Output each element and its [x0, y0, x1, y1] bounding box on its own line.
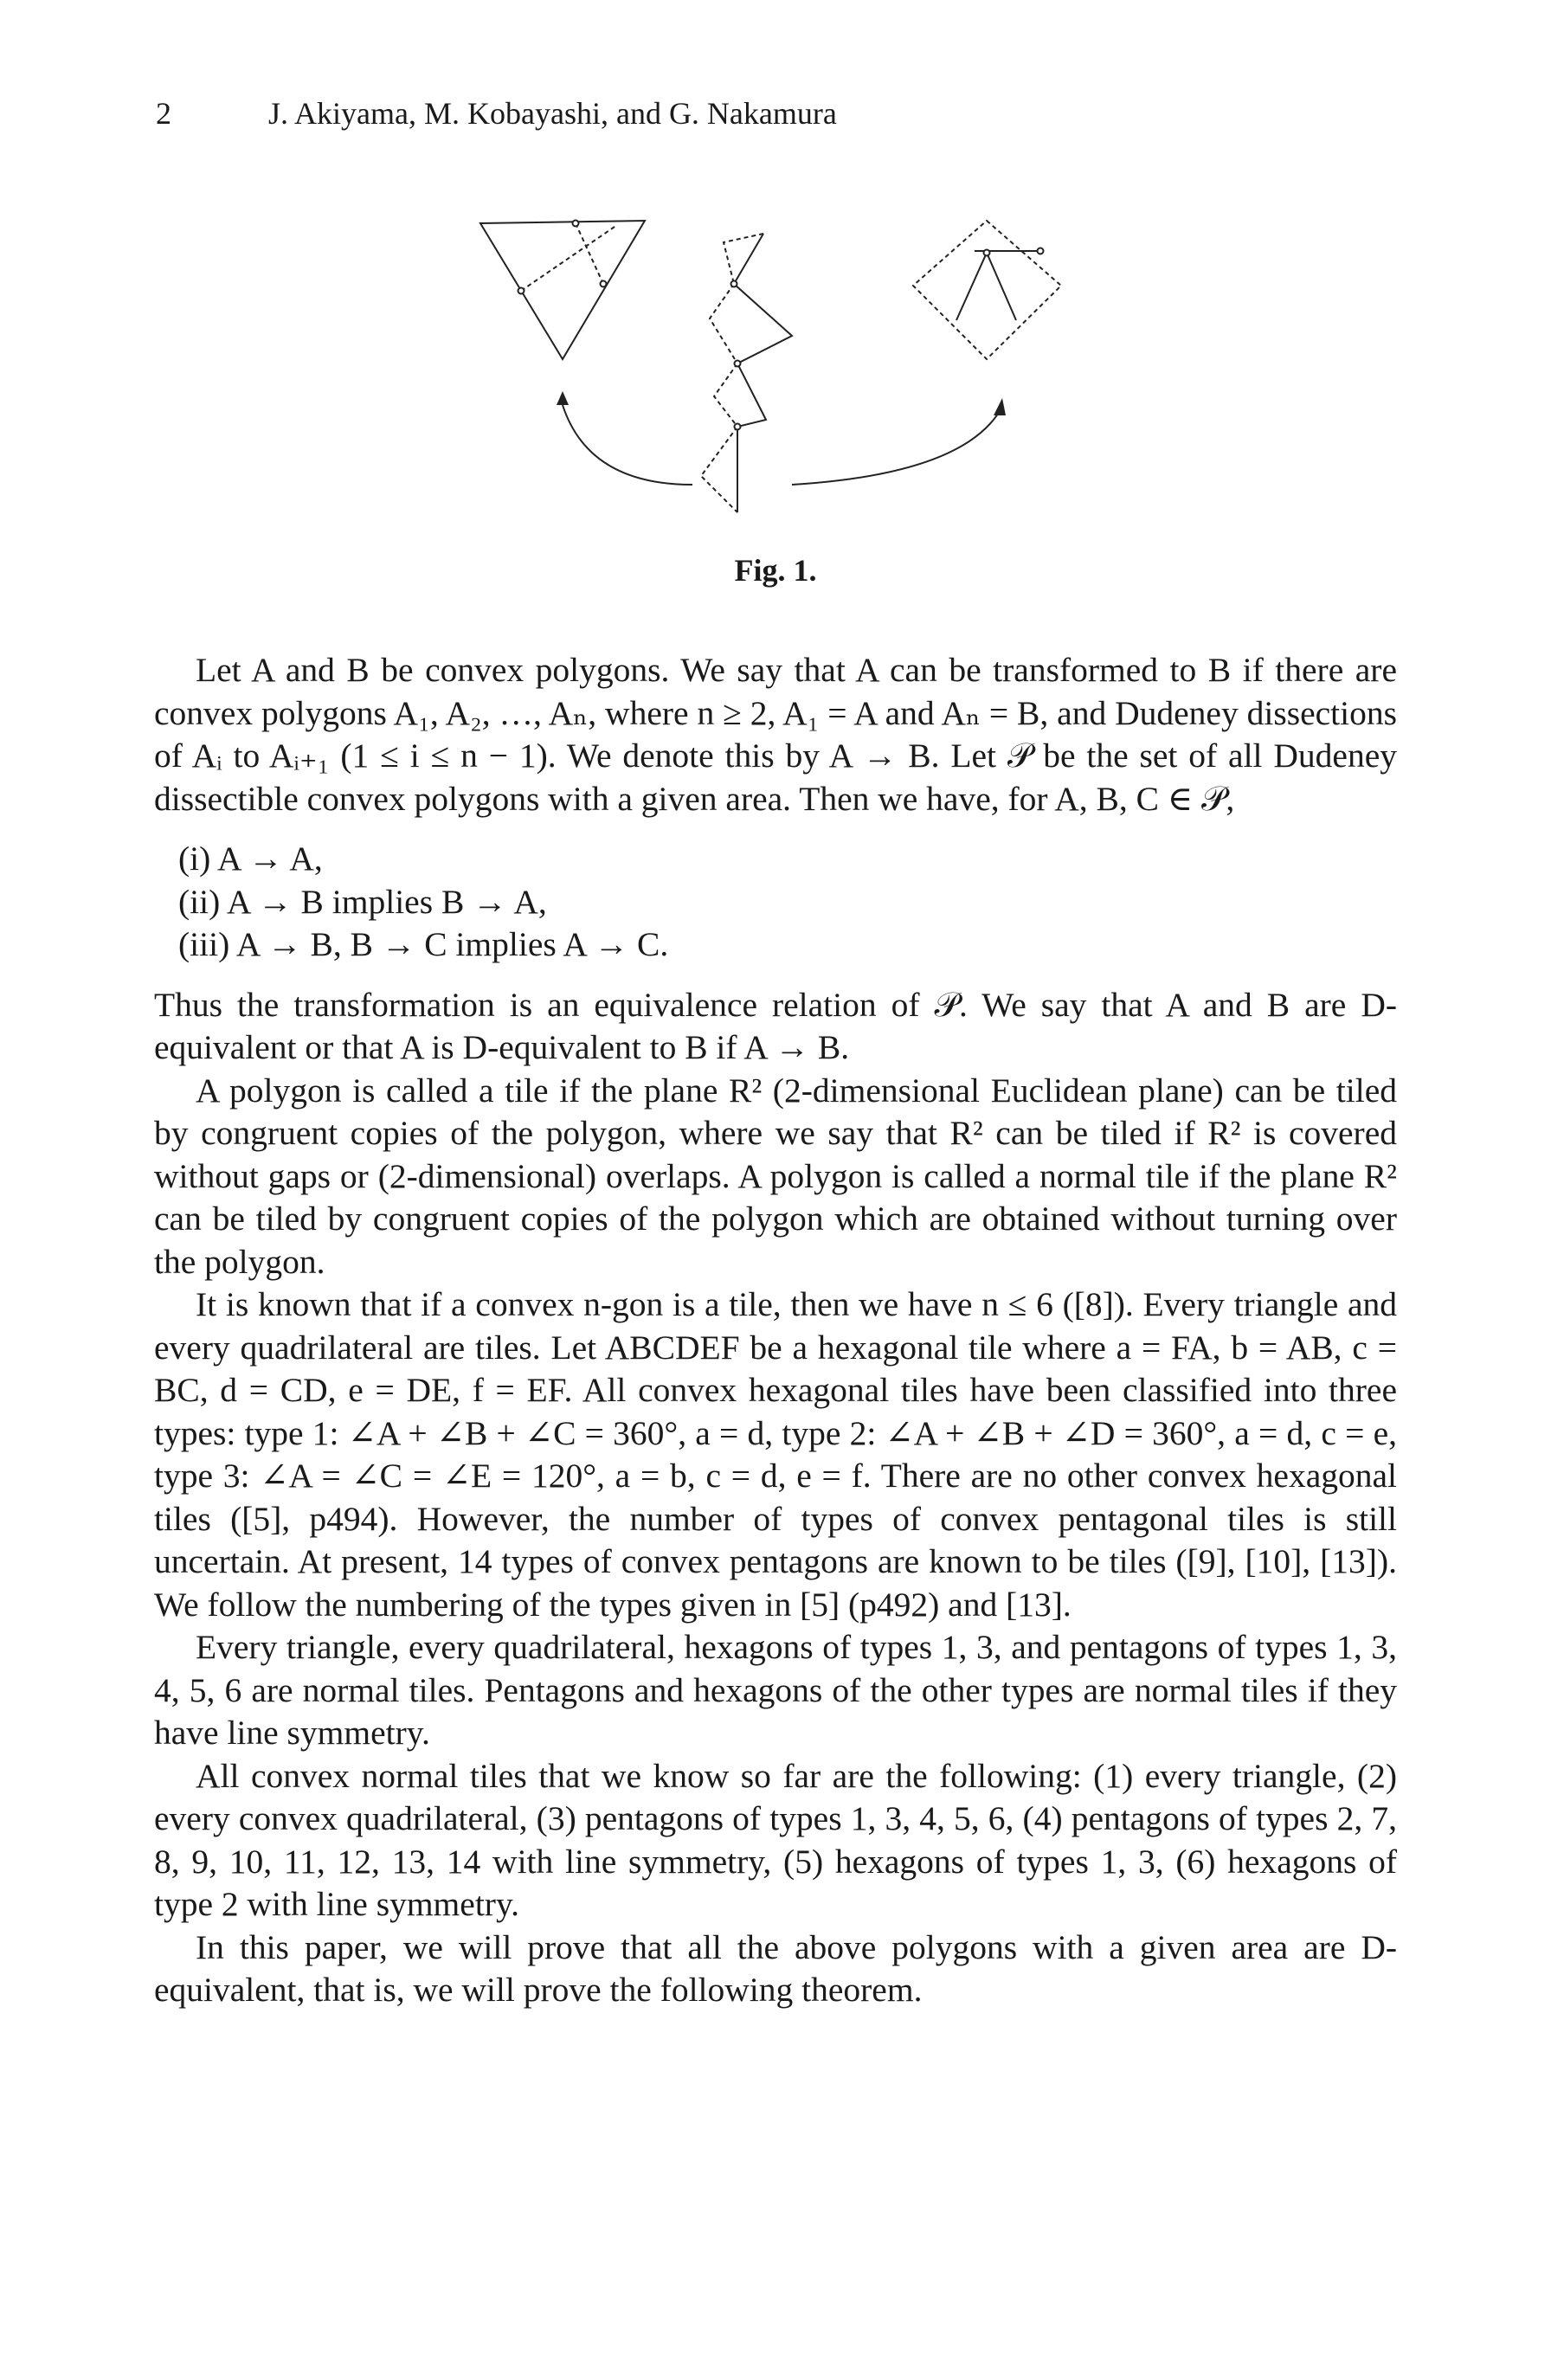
list-item: (i) A → A, — [178, 839, 323, 878]
list-item: (iii) A → B, B → C implies A → C. — [178, 925, 669, 963]
paragraph-tile-definition: A polygon is called a tile if the plane R² (2-dimensional Euclidean plane) can be tiled by congruent copies of the polygon, where we say that R² can be tiled if R² is covered without gaps or (2-dimensional) overlaps. A polygon is called a normal tile if the plane R² can be tiled by congruent copies of the polygon which are obtained without turning over the polygon. — [154, 1071, 1397, 1281]
figure-triangle — [480, 221, 645, 360]
arrow-right — [792, 398, 1006, 485]
figure-1-dudeney-dissection — [459, 199, 1082, 528]
paragraph-known-tiles: All convex normal tiles that we know so far are the following: (1) every triangle, (2) every convex quadrilateral, (3) pentagons of types 1, 3, 4, 5, 6, (4) pentagons of types 2, 7, 8, 9, 10, 11, 12, 13, 14 with line symmetry, (5) hexagons of types 1, 3, (6) hexagons of type 2 with line symmetry. — [154, 1756, 1397, 1923]
list-item: (ii) A → B implies B → A, — [178, 882, 547, 921]
page-number: 2 — [156, 96, 171, 131]
paragraph-equivalence: Thus the transformation is an equivalence relation of 𝒫. We say that A and B are D-equivalent or that A is D-equivalent to B if A → B. — [154, 985, 1397, 1066]
paragraph-theorem-intro: In this paper, we will prove that all the above polygons with a given area are D-equivalent, that is, we will prove the following theorem. — [154, 1927, 1397, 2009]
paragraph-normal-tiles: Every triangle, every quadrilateral, hexagons of types 1, 3, and pentagons of types 1, 3, 4, 5, 6 are normal tiles. Pentagons and hexagons of the other types are normal tiles if they have line symmetry. — [154, 1628, 1397, 1752]
figure-square — [913, 221, 1061, 359]
paragraph-definition: Let A and B be convex polygons. We say that A can be transformed to B if there are convex polygons A₁, A₂, …, Aₙ, where n ≥ 2, A₁ = A and Aₙ = B, and Dudeney dissections of Aᵢ to Aᵢ₊₁ (1 ≤ i ≤ n − 1). We denote this by A → B. Let 𝒫 be the set of all Dudeney dissectible convex polygons with a given area. Then we have, for A, B, C ∈ 𝒫, — [154, 651, 1397, 818]
figure-piece-chain — [701, 234, 792, 512]
figure-caption: Fig. 1. — [734, 553, 817, 588]
body-text — [154, 649, 1397, 2012]
running-header-authors: J. Akiyama, M. Kobayashi, and G. Nakamura — [268, 96, 837, 131]
paragraph-hexagon-types: It is known that if a convex n-gon is a tile, then we have n ≤ 6 ([8]). Every triangle and every quadrilateral are tiles. Let ABCDEF be a hexagonal tile where a = FA, b = AB, c = BC, d = CD, e = DE, f = EF. All convex hexagonal tiles have been classified into three types: type 1: ∠A + ∠B + ∠C = 360°, a = d, type 2: ∠A + ∠B + ∠D = 360°, a = d, c = e, type 3: ∠A = ∠C = ∠E = 120°, a = b, c = d, e = f. There are no other convex hexagonal tiles ([5], p494). However, the number of types of convex pentagonal tiles is still uncertain. At present, 14 types of convex pentagons are known to be tiles ([9], [10], [13]). We follow the numbering of the types given in [5] (p492) and [13]. — [154, 1285, 1397, 1624]
arrow-left — [557, 391, 692, 485]
property-list — [178, 838, 1397, 967]
